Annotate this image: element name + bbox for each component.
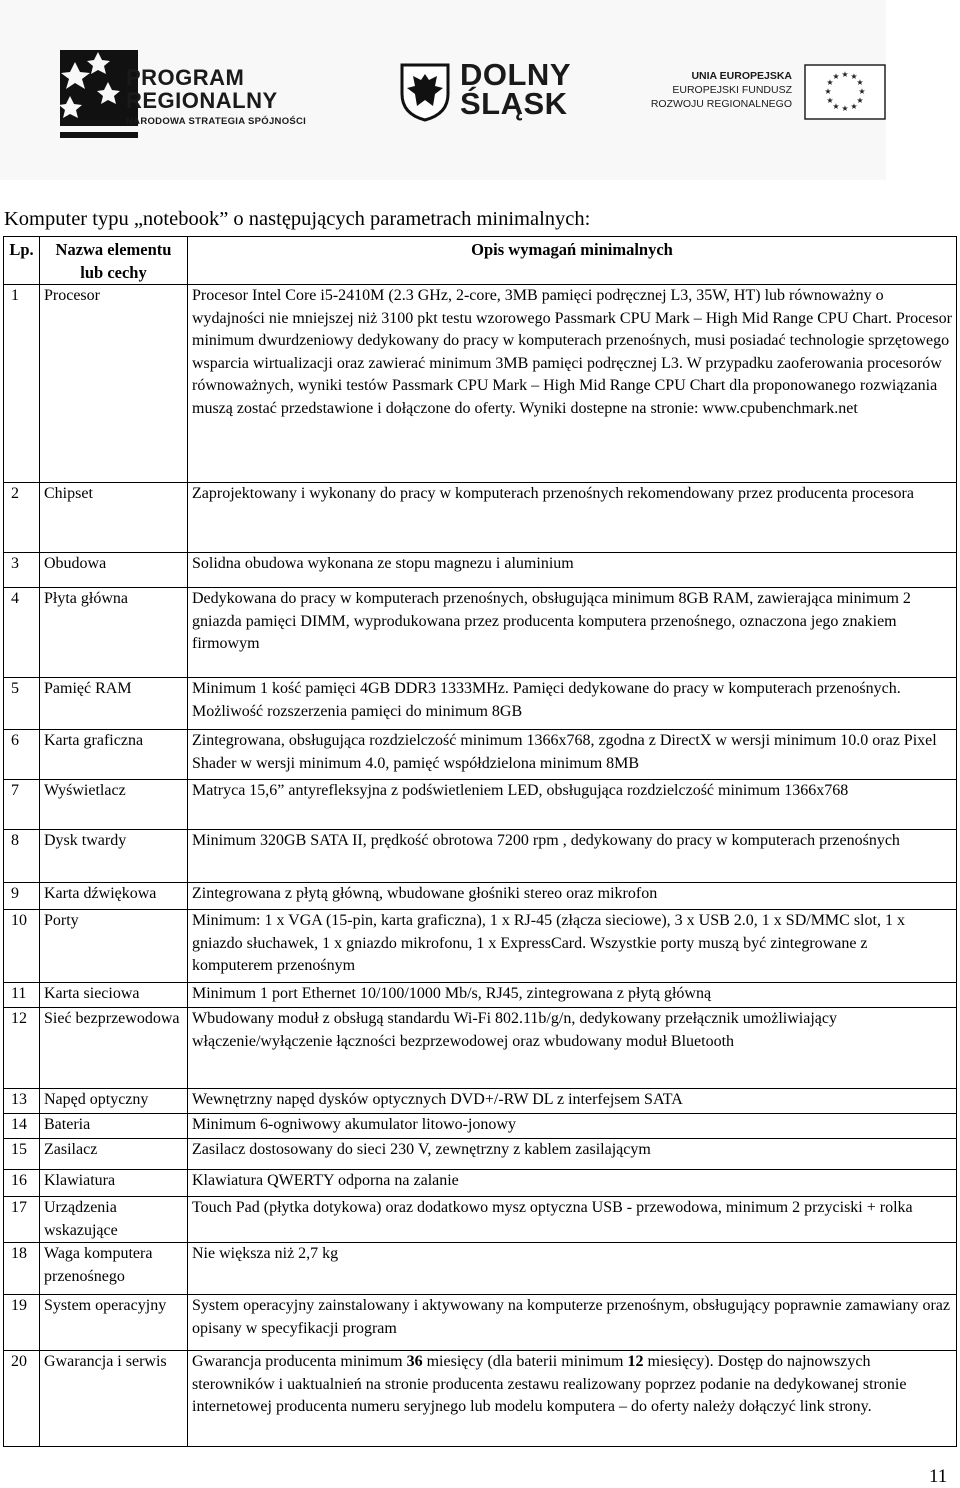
svg-text:★: ★: [824, 87, 832, 96]
document-heading: Komputer typu „notebook” o następujących parametrach minimalnych:: [4, 208, 591, 230]
eu-flag-icon: [804, 64, 886, 120]
logo-text-rozwoju: ROZWOJU REGIONALNEGO: [650, 98, 792, 110]
row-name: Obudowa: [40, 553, 188, 588]
row-lp: 16: [4, 1170, 40, 1197]
svg-text:★: ★: [832, 72, 840, 81]
spec-table: [3, 236, 957, 1447]
row-name: Dysk twardy: [40, 830, 188, 883]
row-name: Klawiatura: [40, 1170, 188, 1197]
table-row: [4, 983, 957, 1008]
row-desc: Wewnętrzny napęd dysków optycznych DVD+/-RW DL z interfejsem SATA: [188, 1089, 957, 1114]
row-desc: Zasilacz dostosowany do sieci 230 V, zewnętrzny z kablem zasilającym: [188, 1139, 957, 1170]
row-lp: 8: [4, 830, 40, 883]
table-row: [4, 483, 957, 553]
column-header-desc: Opis wymagań minimalnych: [188, 237, 957, 285]
row-name: Porty: [40, 910, 188, 983]
row-name: Wyświetlacz: [40, 780, 188, 830]
logo-text-fundusz: EUROPEJSKI FUNDUSZ: [672, 84, 792, 96]
row-name: Karta dźwiękowa: [40, 883, 188, 910]
table-row: [4, 1114, 957, 1139]
dolny-slask-logo: [460, 57, 571, 121]
eu-logo-text: [640, 69, 792, 111]
table-row: [4, 883, 957, 910]
row-name: Procesor: [40, 285, 188, 483]
row-lp: 7: [4, 780, 40, 830]
row-desc: Minimum 320GB SATA II, prędkość obrotowa 7200 rpm , dedykowany do pracy w komputerach przenośnych: [188, 830, 957, 883]
column-header-name: Nazwa elementu lub cechy: [40, 237, 188, 285]
row-name: Bateria: [40, 1114, 188, 1139]
table-row: [4, 588, 957, 678]
row-lp: 6: [4, 730, 40, 780]
row-name: Zasilacz: [40, 1139, 188, 1170]
row-desc: Nie większa niż 2,7 kg: [188, 1243, 957, 1295]
row-desc: Zintegrowana, obsługująca rozdzielczość minimum 1366x768, zgodna z DirectX w wersji minimum 10.0 oraz Pixel Shader w wersji minimum 4.0, pamięć współdzielona minimum 8MB: [188, 730, 957, 780]
row-desc: Klawiatura QWERTY odporna na zalanie: [188, 1170, 957, 1197]
row-lp: 3: [4, 553, 40, 588]
row-lp: 10: [4, 910, 40, 983]
row-lp: 17: [4, 1197, 40, 1243]
row-name: Gwarancja i serwis: [40, 1351, 188, 1447]
table-row: [4, 553, 957, 588]
page-number: 11: [929, 1466, 948, 1487]
row-desc: Dedykowana do pracy w komputerach przenośnych, obsługująca minimum 8GB RAM, zawierająca minimum 2 gniazda pamięci DIMM, wyprodukowana przez producenta komputera przenośnego, oznaczona jego znakiem firmowym: [188, 588, 957, 678]
row-desc: Matryca 15,6” antyrefleksyjna z podświetleniem LED, obsługująca rozdzielczość minimum 1366x768: [188, 780, 957, 830]
table-row: [4, 678, 957, 730]
svg-text:★: ★: [850, 102, 858, 111]
table-header-row: [4, 237, 957, 285]
logo-text-dolny: DOLNY: [460, 57, 571, 92]
row-desc: Wbudowany moduł z obsługą standardu Wi-Fi 802.11b/g/n, dedykowany przełącznik umożliwiający włączenie/wyłączenie łączności bezprzewodowej oraz wbudowany moduł Bluetooth: [188, 1008, 957, 1089]
logo-text-regionalny: REGIONALNY: [126, 88, 278, 113]
column-header-lp: Lp.: [4, 237, 40, 285]
svg-text:★: ★: [841, 104, 849, 113]
table-row: [4, 1008, 957, 1089]
program-regionalny-logo: [126, 66, 306, 129]
row-name: Chipset: [40, 483, 188, 553]
row-lp: 1: [4, 285, 40, 483]
table-row: [4, 1351, 957, 1447]
row-desc: Minimum 1 kość pamięci 4GB DDR3 1333MHz. Pamięci dedykowane do pracy w komputerach przenośnych. Możliwość rozszerzenia pamięci do minimum 8GB: [188, 678, 957, 730]
table-row: [4, 1089, 957, 1114]
row-desc: [188, 1351, 957, 1447]
svg-text:★: ★: [858, 87, 866, 96]
row-desc: Touch Pad (płytka dotykowa) oraz dodatkowo mysz optyczna USB - przewodowa, minimum 2 przyciski + rolka: [188, 1197, 957, 1243]
row-lp: 18: [4, 1243, 40, 1295]
warranty-text-part2: miesięcy (dla baterii minimum: [422, 1353, 628, 1370]
table-row: [4, 1295, 957, 1351]
svg-text:★: ★: [841, 70, 849, 79]
table-row: [4, 285, 957, 483]
row-name: System operacyjny: [40, 1295, 188, 1351]
row-lp: 2: [4, 483, 40, 553]
row-lp: 11: [4, 983, 40, 1008]
svg-text:★: ★: [856, 78, 864, 87]
svg-text:★: ★: [826, 96, 834, 105]
battery-warranty-months-value: 12: [627, 1353, 644, 1370]
table-row: [4, 1197, 957, 1243]
table-row: [4, 910, 957, 983]
row-name: Waga komputera przenośnego: [40, 1243, 188, 1295]
table-row: [4, 1139, 957, 1170]
table-row: [4, 1170, 957, 1197]
row-lp: 19: [4, 1295, 40, 1351]
svg-text:★: ★: [826, 78, 834, 87]
table-row: [4, 780, 957, 830]
warranty-text-part1: Gwarancja producenta minimum: [192, 1353, 407, 1370]
row-desc: Minimum 6-ogniwowy akumulator litowo-jonowy: [188, 1114, 957, 1139]
row-name: Karta graficzna: [40, 730, 188, 780]
table-row: [4, 1243, 957, 1295]
row-name: Pamięć RAM: [40, 678, 188, 730]
row-lp: 12: [4, 1008, 40, 1089]
logo-text-slask: ŚLĄSK: [460, 86, 568, 121]
row-desc: Zaprojektowany i wykonany do pracy w komputerach przenośnych rekomendowany przez producenta procesora: [188, 483, 957, 553]
row-desc: Solidna obudowa wykonana ze stopu magnezu i aluminium: [188, 553, 957, 588]
warranty-months-value: 36: [406, 1353, 423, 1370]
logo-text-program: PROGRAM: [126, 65, 245, 90]
svg-text:★: ★: [832, 102, 840, 111]
row-lp: 4: [4, 588, 40, 678]
logo-text-unia: UNIA EUROPEJSKA: [691, 70, 792, 82]
row-lp: 15: [4, 1139, 40, 1170]
row-name: Sieć bezprzewodowa: [40, 1008, 188, 1089]
row-desc: Zintegrowana z płytą główną, wbudowane głośniki stereo oraz mikrofon: [188, 883, 957, 910]
logo-text-strategia: NARODOWA STRATEGIA SPÓJNOŚCI: [126, 116, 307, 127]
table-row: [4, 830, 957, 883]
row-desc: Minimum 1 port Ethernet 10/100/1000 Mb/s, RJ45, zintegrowana z płytą główną: [188, 983, 957, 1008]
coat-of-arms-eagle-icon: [399, 62, 451, 122]
table-row: [4, 730, 957, 780]
row-lp: 5: [4, 678, 40, 730]
row-lp: 14: [4, 1114, 40, 1139]
svg-text:★: ★: [850, 72, 858, 81]
row-name: Urządzenia wskazujące: [40, 1197, 188, 1243]
row-desc: Minimum: 1 x VGA (15-pin, karta graficzna), 1 x RJ-45 (złącza sieciowe), 3 x USB 2.0, 1 x SD/MMC slot, 1 x gniazdo słuchawek, 1 x gniazdo mikrofonu, 1 x ExpressCard. Wszystkie porty muszą być zintegrowane z komputerem przenośnym: [188, 910, 957, 983]
svg-text:★: ★: [856, 96, 864, 105]
row-name: Napęd optyczny: [40, 1089, 188, 1114]
row-lp: 13: [4, 1089, 40, 1114]
row-name: Karta sieciowa: [40, 983, 188, 1008]
row-desc: Procesor Intel Core i5-2410M (2.3 GHz, 2-core, 3MB pamięci podręcznej L3, 35W, HT) lub równoważny o wydajności nie mniejszej niż 3100 pkt testu wzorowego Passmark CPU Mark – High Mid Range CPU Chart. Procesor minimum dwurdzeniowy dedykowany do pracy w komputerach przenośnych, musi posiadać technologie sprzętowego wsparcia wirtualizacji oraz zawierać minimum 3MB pamięci podręcznej L3. W przypadku zaoferowania procesorów równoważnych, wyniki testów Passmark CPU Mark – High Mid Range CPU Chart dla proponowanego rozwiązania muszą zostać przedstawione i dołączone do oferty. Wyniki dostepne na stronie: www.cpubenchmark.net: [188, 285, 957, 483]
row-lp: 20: [4, 1351, 40, 1447]
row-lp: 9: [4, 883, 40, 910]
warranty-text-part3: miesięcy). Dostęp do najnowszych sterowników i uaktualnień na stronie producenta zestawu realizowany poprzez podanie na dedykowanej stronie internetowej producenta numeru seryjnego lub modelu komputera – do oferty należy dołączyć link strony.: [192, 1353, 907, 1415]
row-name: Płyta główna: [40, 588, 188, 678]
logo-banner: [0, 0, 886, 180]
row-desc: System operacyjny zainstalowany i aktywowany na komputerze przenośnym, obsługujący poprawnie zamawiany oraz opisany w specyfikacji program: [188, 1295, 957, 1351]
